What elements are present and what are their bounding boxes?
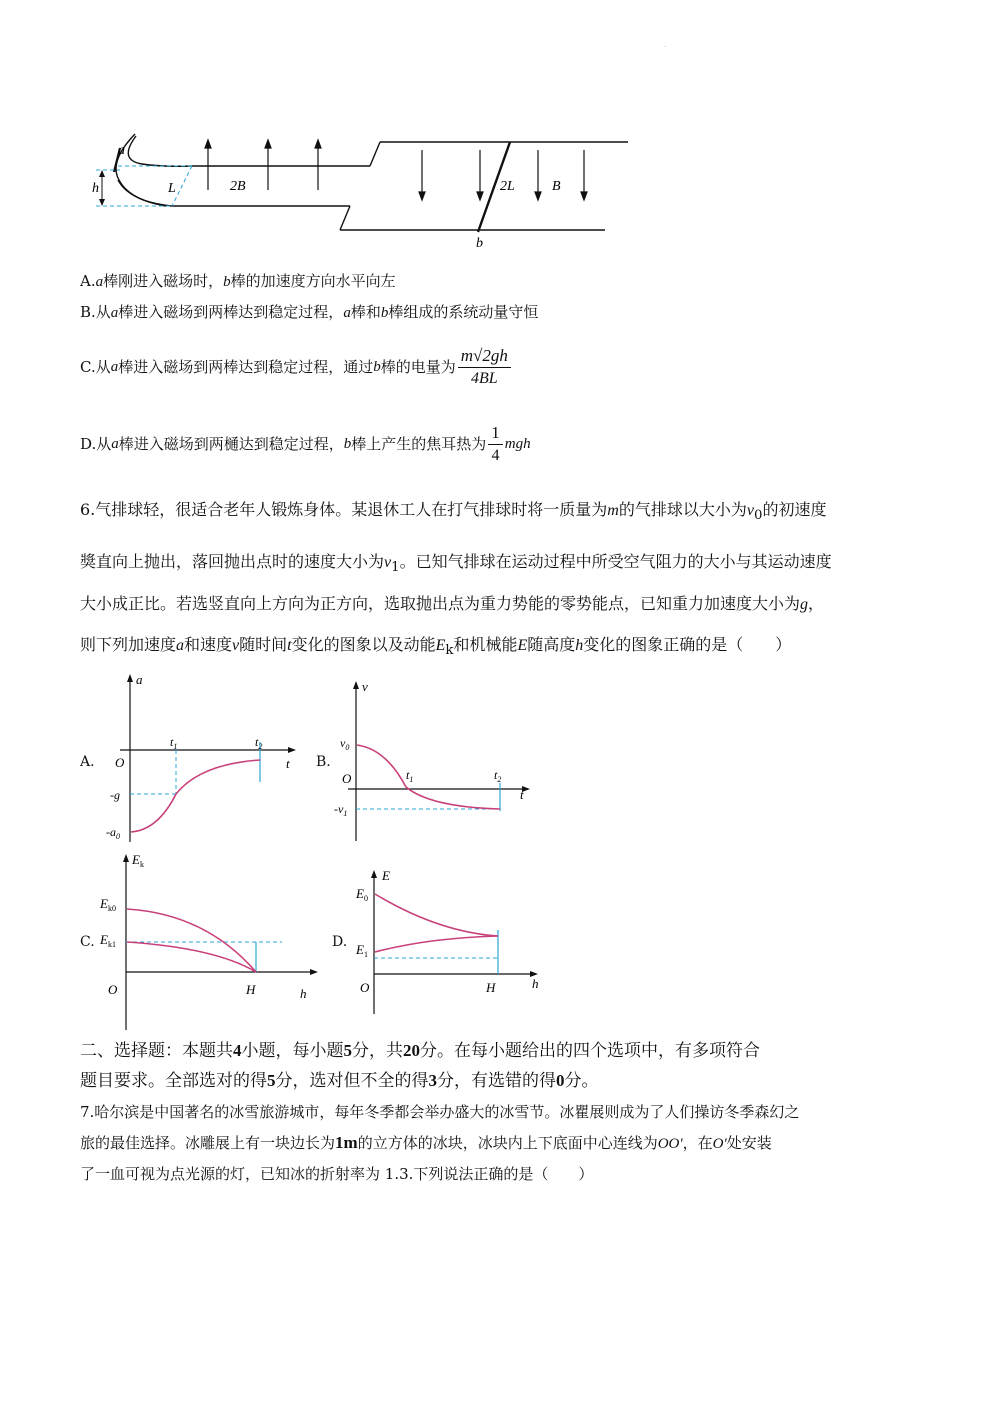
page-speck: . bbox=[664, 42, 666, 49]
graph-d-e0: $E_0$ bbox=[356, 886, 368, 903]
graph-b bbox=[330, 675, 535, 845]
graph-b-y-label: v bbox=[362, 679, 368, 694]
label-a: a bbox=[118, 143, 125, 158]
graph-c-label: C. bbox=[80, 934, 95, 950]
graph-b-t1: $t_1$ bbox=[406, 768, 414, 784]
q5-option-d: D.从 a 棒进入磁场到两樋达到稳定过程， b 棒上产生的焦耳热为 $\frac{1}{4}$ mgh bbox=[80, 420, 531, 468]
heat-fraction: $\frac{1}{4}$ bbox=[488, 422, 503, 467]
graph-b-v0: $v_0$ bbox=[340, 736, 350, 752]
graph-a-t2: $t_2$ bbox=[255, 735, 263, 751]
graph-a-g: -g bbox=[110, 788, 120, 802]
graph-b-t2: $t_2$ bbox=[494, 768, 502, 784]
q7-line-3: 了一血可视为点光源的灯，已知冰的折射率为 1.3.下列说法正确的是（ ） bbox=[80, 1165, 594, 1183]
graph-a-y-label: a bbox=[136, 672, 143, 687]
charge-fraction: $\frac{m√2gh}{4BL}$ bbox=[458, 345, 511, 390]
label-2L: 2L bbox=[500, 179, 515, 194]
graph-a-origin: O bbox=[115, 755, 125, 770]
section-2-line-2: 题目要求。全部选对的得5分，选对但不全的得3分，有选错的得0分。 bbox=[80, 1071, 599, 1091]
rails-magnetic-field-figure bbox=[80, 120, 640, 255]
graph-b-label: B. bbox=[316, 754, 331, 770]
q5-option-c: C.从 a 棒进入磁场到两棒达到稳定过程，通过 b 棒的电量为 $\frac{m√2gh}{4BL}$ bbox=[80, 344, 513, 390]
graph-c-ek1: $E_{k1}$ bbox=[100, 932, 116, 949]
q6-line-2: 獎直向上抛出，落回抛出点时的速度大小为$v_1$。已知气排球在运动过程中所受空气阻力的大小与其运动速度 bbox=[80, 552, 832, 576]
graph-c-ek0: $E_{k0}$ bbox=[100, 896, 116, 913]
graph-a-a0: $-a_0$ bbox=[106, 825, 120, 841]
graph-d-x-label: h bbox=[532, 976, 539, 991]
q6-line-3: 大小成正比。若选竖直向上方向为正方向，选取抛出点为重力势能的零势能点，已知重力加速度大小为g， bbox=[80, 594, 825, 613]
q6-line-4: 则下列加速度a和速度v随时间t变化的图象以及动能$E_k$和机械能E随高度h变化的图象正确的是（ ） bbox=[80, 635, 792, 659]
q5-option-a: A.a棒刚进入磁场时，b棒的加速度方向水平向左 bbox=[80, 272, 396, 290]
graph-d-label: D. bbox=[332, 934, 348, 950]
label-L: L bbox=[168, 181, 176, 196]
graph-c-x-label: h bbox=[300, 986, 307, 1001]
graph-d bbox=[348, 862, 548, 1017]
graph-c bbox=[96, 848, 326, 1033]
graph-b-origin: O bbox=[342, 771, 352, 786]
label-2B: 2B bbox=[230, 179, 246, 194]
graph-b-x-label: t bbox=[520, 787, 524, 802]
label-b: b bbox=[476, 236, 483, 251]
graph-a bbox=[100, 670, 310, 845]
q7-line-1: 7.哈尔滨是中国著名的冰雪旅游城市，每年冬季都会举办盛大的冰雪节。冰瞿展则成为了人们操访冬季森幻之 bbox=[80, 1103, 800, 1121]
q5-option-b: B.从a棒进入磁场到两棒达到稳定过程，a棒和b棒组成的系统动量守恒 bbox=[80, 303, 539, 321]
section-2-line-1: 二、选择题：本题共4小题，每小题5分，共20分。在每小题给出的四个选项中，有多项符合 bbox=[80, 1041, 760, 1061]
graph-d-origin: O bbox=[360, 980, 370, 995]
graph-d-y-label: E bbox=[382, 868, 390, 883]
graph-c-y-label: $E_k$ bbox=[132, 852, 144, 869]
graph-d-H: H bbox=[486, 980, 496, 995]
graph-c-origin: O bbox=[108, 982, 118, 997]
q7-line-2: 旅的最佳选择。冰雕展上有一块边长为1m的立方体的冰块，冰块内上下底面中心连线为OO′，在O′处安装 bbox=[80, 1133, 772, 1152]
label-h: h bbox=[92, 181, 99, 196]
label-B: B bbox=[552, 179, 561, 194]
graph-c-H: H bbox=[246, 982, 256, 997]
graph-a-t1: $t_1$ bbox=[170, 735, 178, 751]
graph-a-label: A. bbox=[80, 754, 95, 770]
q6-line-1: 6.气排球轻，很适合老年人锻炼身体。某退休工人在打气排球时将一质量为m的气排球以大小为$v_0$的初速度 bbox=[80, 500, 827, 524]
graph-d-e1: $E_1$ bbox=[356, 942, 368, 959]
graph-b-v1: $-v_1$ bbox=[334, 802, 348, 818]
graph-a-x-label: t bbox=[286, 756, 290, 771]
